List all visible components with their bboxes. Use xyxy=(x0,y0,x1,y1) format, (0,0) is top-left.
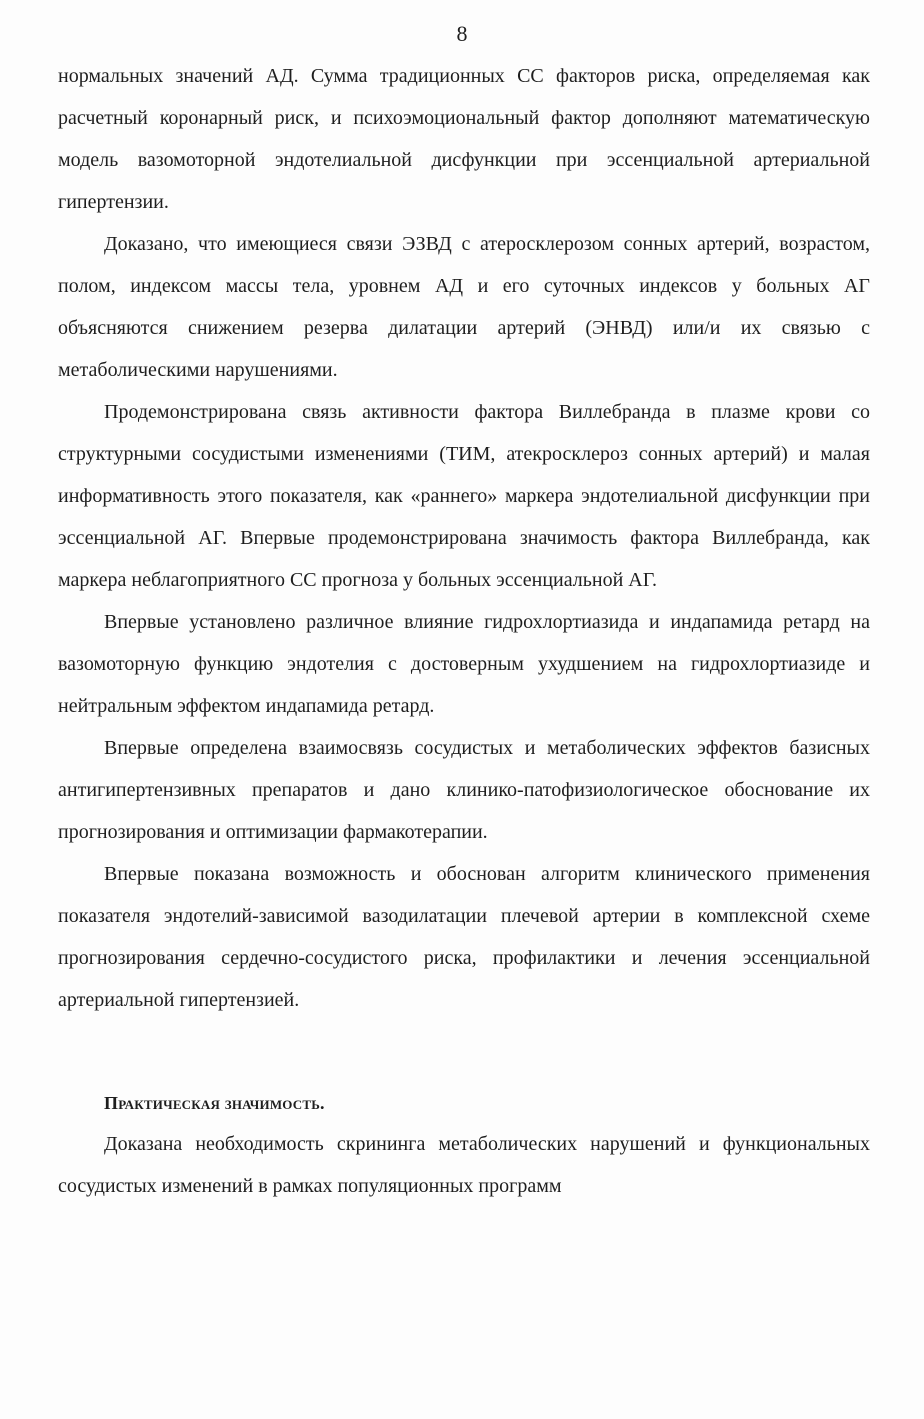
paragraph-vascular-metabolic-effects: Впервые определена взаимосвязь сосудистых и метаболических эффектов базисных антигипертензивных препаратов и дано клинико-патофизиологическое обоснование их прогнозирования и оптимизации фармакотерапии. xyxy=(58,737,870,843)
paragraph-diuretics-effect: Впервые установлено различное влияние гидрохлортиазида и индапамида ретард на вазомоторную функцию эндотелия с достоверным ухудшением на гидрохлортиазиде и нейтральным эффектом индапамида ретард. xyxy=(58,611,870,717)
paragraph-willebrand-factor: Продемонстрирована связь активности фактора Виллебранда в плазме крови со структурными сосудистыми изменениями (ТИМ, атекросклероз сонных артерий) и малая информативность этого показателя, как «раннего» маркера эндотелиальной дисфункции при эссенциальной АГ. Впервые продемонстрирована значимость фактора Виллебранда, как маркера неблагоприятного СС прогноза у больных эссенциальной АГ. xyxy=(58,401,870,591)
paragraph-algorithm: Впервые показана возможность и обоснован алгоритм клинического применения показателя эндотелий-зависимой вазодилатации плечевой артерии в комплексной схеме прогнозирования сердечно-сосудистого риска, профилактики и лечения эссенциальной артериальной гипертензией. xyxy=(58,863,870,1011)
page-number: 8 xyxy=(456,21,468,46)
section-heading-practical-significance: Практическая значимость. xyxy=(104,1093,325,1113)
paragraph-ezvd-associations: Доказано, что имеющиеся связи ЭЗВД с атеросклерозом сонных артерий, возрастом, полом, индексом массы тела, уровнем АД и его суточных индексов у больных АГ объясняются снижением резерва дилатации артерий (ЭНВД) или/и их связью с метаболическими нарушениями. xyxy=(58,233,870,381)
paragraph-practical-significance: Доказана необходимость скрининга метаболических нарушений и функциональных сосудистых изменений в рамках популяционных программ xyxy=(58,1133,870,1197)
page-body xyxy=(58,55,870,1207)
paragraph-continuation: нормальных значений АД. Сумма традиционных СС факторов риска, определяемая как расчетный коронарный риск, и психоэмоциональный фактор дополняют математическую модель вазомоторной эндотелиальной дисфункции при эссенциальной артериальной гипертензии. xyxy=(58,65,870,213)
